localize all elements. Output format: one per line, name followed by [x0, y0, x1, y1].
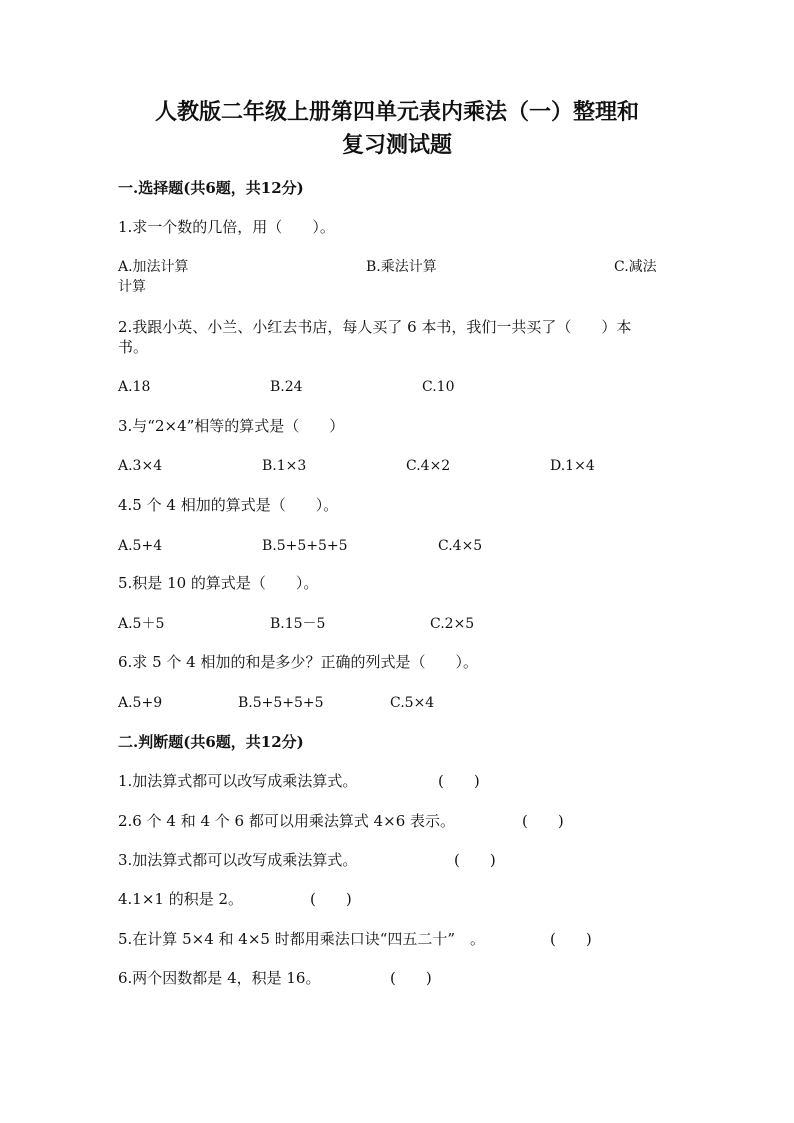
- choice-option-3b: B.1×3: [262, 458, 307, 474]
- choice-question-4: 4.5 个 4 相加的算式是（ ）。: [118, 496, 339, 514]
- choice-option-2a: A.18: [118, 379, 151, 395]
- choice-option-6b: B.5+5+5+5: [238, 695, 324, 711]
- choice-option-6a: A.5+9: [118, 695, 163, 711]
- choice-option-4c: C.4×5: [438, 538, 483, 554]
- section-heading-choice: 一.选择题(共6题，共12分): [118, 179, 304, 197]
- choice-option-3d: D.1×4: [550, 458, 595, 474]
- choice-option-1a: A.加法计算: [118, 259, 189, 275]
- choice-question-2-line2: 书。: [118, 338, 149, 356]
- judge-answer-blank-5[interactable]: ( ): [550, 930, 592, 948]
- choice-option-5a: A.5＋5: [118, 616, 165, 632]
- page-title-line2: 复习测试题: [341, 132, 452, 158]
- judge-answer-blank-3[interactable]: ( ): [454, 851, 496, 869]
- choice-option-6c: C.5×4: [390, 695, 435, 711]
- choice-option-5c: C.2×5: [430, 616, 475, 632]
- judge-question-3: 3.加法算式都可以改写成乘法算式。: [118, 851, 358, 869]
- judge-answer-blank-1[interactable]: ( ): [438, 772, 480, 790]
- choice-option-4a: A.5+4: [118, 538, 163, 554]
- choice-option-1c-wrap: 计算: [118, 279, 146, 295]
- choice-option-1b: B.乘法计算: [366, 259, 437, 275]
- judge-question-4: 4.1×1 的积是 2。: [118, 890, 244, 908]
- choice-option-2b: B.24: [270, 379, 303, 395]
- choice-question-5: 5.积是 10 的算式是（ ）。: [118, 574, 319, 592]
- choice-question-1: 1.求一个数的几倍，用（ ）。: [118, 218, 335, 236]
- page-title-line1: 人教版二年级上册第四单元表内乘法（一）整理和: [154, 99, 639, 125]
- judge-answer-blank-6[interactable]: ( ): [390, 969, 432, 987]
- choice-option-1c: C.减法: [614, 259, 657, 275]
- judge-question-5: 5.在计算 5×4 和 4×5 时都用乘法口诀“四五二十” 。: [118, 930, 486, 948]
- choice-question-2-line1: 2.我跟小英、小兰、小红去书店，每人买了 6 本书，我们一共买了（ ）本: [118, 318, 632, 336]
- judge-question-1: 1.加法算式都可以改写成乘法算式。: [118, 772, 358, 790]
- judge-answer-blank-2[interactable]: ( ): [522, 812, 564, 830]
- judge-question-6: 6.两个因数都是 4，积是 16。: [118, 969, 321, 987]
- choice-option-2c: C.10: [422, 379, 455, 395]
- choice-question-3: 3.与“2×4”相等的算式是（ ）: [118, 417, 345, 435]
- choice-option-3a: A.3×4: [118, 458, 163, 474]
- judge-question-2: 2.6 个 4 和 4 个 6 都可以用乘法算式 4×6 表示。: [118, 812, 456, 830]
- choice-question-6: 6.求 5 个 4 相加的和是多少？正确的列式是（ ）。: [118, 653, 478, 671]
- section-heading-judgement: 二.判断题(共6题，共12分): [118, 733, 304, 751]
- choice-option-4b: B.5+5+5+5: [262, 538, 348, 554]
- choice-option-3c: C.4×2: [406, 458, 451, 474]
- choice-option-5b: B.15－5: [270, 616, 326, 632]
- judge-answer-blank-4[interactable]: ( ): [310, 890, 352, 908]
